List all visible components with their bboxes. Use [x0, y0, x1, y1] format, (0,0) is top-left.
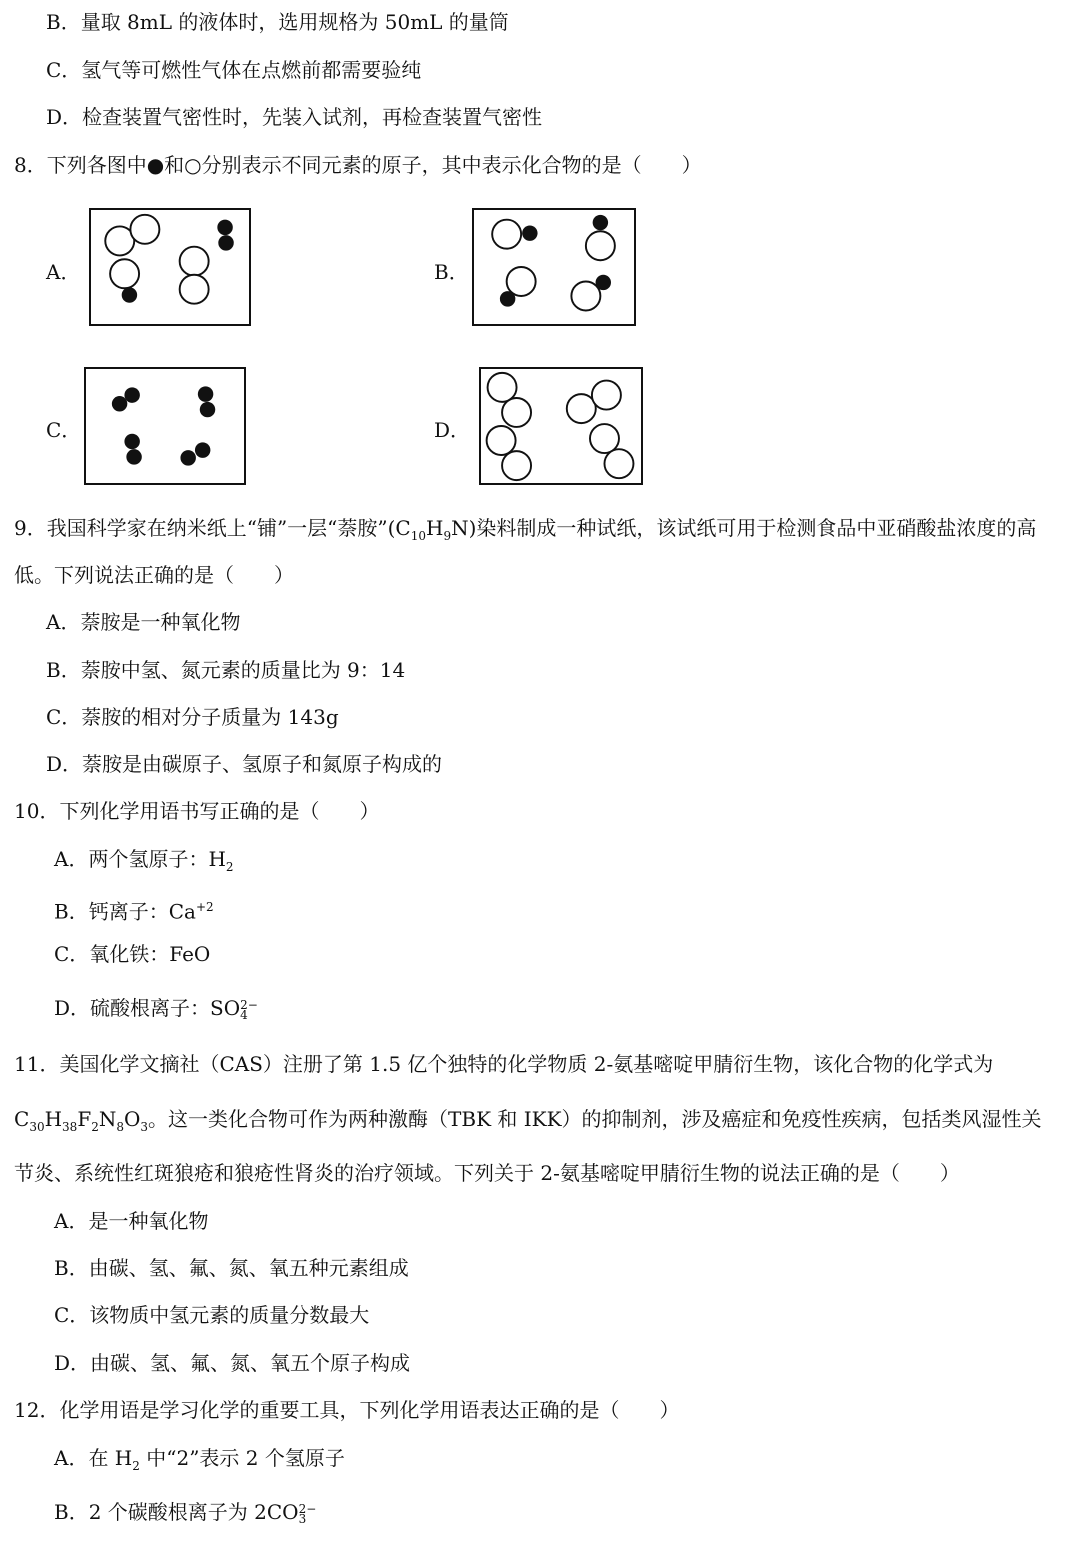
q11-stem-line1: 11．美国化学文摘社（CAS）注册了第 1.5 亿个独特的化学物质 2-氨基嘧啶甲腈衍生物，该化合物的化学式为 [14, 1052, 994, 1076]
q10-option-a [54, 845, 234, 881]
q12-stem: 12．化学用语是学习化学的重要工具，下列化学用语表达正确的是（ ） [14, 1398, 680, 1422]
q8-label-d: D． [434, 418, 471, 442]
q11-formula-h: H [44, 1107, 63, 1131]
q10-a-text: A．两个氢原子：H [54, 847, 226, 871]
q10-d-text: D．硫酸根离子：SO [54, 996, 241, 1020]
q8-figure-b-drawing [474, 210, 634, 324]
q10-option-c: C．氧化铁：FeO [54, 942, 211, 966]
q8-label-c: C． [46, 418, 82, 442]
q11-formula-c-sub: 30 [29, 1120, 45, 1134]
q8-figure-d [479, 367, 643, 485]
q8-label-b: B． [434, 260, 469, 284]
q12-option-a [54, 1444, 345, 1480]
q9-option-d: D．萘胺是由碳原子、氢原子和氮原子构成的 [46, 752, 443, 776]
q8-figure-c-drawing [86, 369, 244, 483]
q9-stem-b: H [426, 516, 444, 540]
q8-figure-a [89, 208, 251, 326]
q12-a-pre: A．在 H [54, 1446, 133, 1470]
q11-option-d: D．由碳、氢、氟、氮、氧五个原子构成 [54, 1351, 411, 1375]
q7-option-d: D．检查装置气密性时，先装入试剂，再检查装置气密性 [46, 105, 543, 129]
q10-b-sup: +2 [195, 900, 214, 914]
q11-formula-o: O [124, 1107, 141, 1131]
q9-stem-a: 9．我国科学家在纳米纸上“铺”一层“萘胺”(C [14, 516, 411, 540]
q11-formula-h-sub: 38 [62, 1120, 78, 1134]
q8-figure-d-drawing [481, 369, 641, 483]
q9-stem-line2: 低。下列说法正确的是（ ） [14, 563, 294, 587]
q8-label-a: A． [46, 260, 81, 284]
q11-option-a: A．是一种氧化物 [54, 1209, 209, 1233]
q9-stem-line1 [14, 514, 1036, 550]
q8-figure-b [472, 208, 636, 326]
q10-d-charge [240, 997, 258, 1022]
q9-option-b: B．萘胺中氢、氮元素的质量比为 9：14 [46, 658, 406, 682]
q8-stem: 8．下列各图中●和○分别表示不同元素的原子，其中表示化合物的是（ ） [14, 153, 702, 177]
q11-formula-n-sub: 8 [116, 1120, 124, 1134]
q12-b-pre: B．2 个碳酸根离子为 2CO [54, 1500, 299, 1524]
q10-d-sub: 4 [240, 1007, 248, 1022]
q11-stem-line2 [14, 1105, 1042, 1141]
q11-formula-f: F [77, 1107, 92, 1131]
q7-option-c: C．氢气等可燃性气体在点燃前都需要验纯 [46, 58, 422, 82]
q10-option-d [54, 994, 258, 1022]
q11-stem-line2-rest: 。这一类化合物可作为两种激酶（TBK 和 IKK）的抑制剂，涉及癌症和免疫性疾病，包括类风湿性关 [148, 1107, 1042, 1131]
q8-figure-a-drawing [91, 210, 249, 324]
q12-b-charge [298, 1501, 317, 1526]
q10-d-sup: 2− [240, 997, 258, 1012]
q11-option-b: B．由碳、氢、氟、氮、氧五种元素组成 [54, 1256, 409, 1280]
q12-b-sup: 2− [298, 1501, 317, 1516]
q11-option-c: C．该物质中氢元素的质量分数最大 [54, 1303, 370, 1327]
q7-option-b: B．量取 8mL 的液体时，选用规格为 50mL 的量筒 [46, 10, 509, 34]
q12-a-post: 中“2”表示 2 个氢原子 [139, 1446, 345, 1470]
q11-stem-line3: 节炎、系统性红斑狼疮和狼疮性肾炎的治疗领域。下列关于 2-氨基嘧啶甲腈衍生物的说法正确的是（ ） [14, 1161, 960, 1185]
q9-sub-h: 9 [443, 529, 452, 543]
q9-stem-c: N)染料制成一种试纸，该试纸可用于检测食品中亚硝酸盐浓度的高 [451, 516, 1037, 540]
q11-formula-c: C [14, 1107, 30, 1131]
q10-option-b [54, 893, 214, 926]
q11-formula-f-sub: 2 [91, 1120, 99, 1134]
q11-formula-n: N [98, 1107, 117, 1131]
q10-stem: 10．下列化学用语书写正确的是（ ） [14, 799, 380, 823]
q8-figure-c [84, 367, 246, 485]
q10-a-sub: 2 [225, 860, 234, 874]
q11-formula-o-sub: 3 [140, 1120, 149, 1134]
q9-sub-c: 10 [410, 529, 427, 543]
q9-option-a: A．萘胺是一种氧化物 [46, 610, 241, 634]
q12-a-sub: 2 [132, 1459, 140, 1473]
q12-option-b [54, 1498, 316, 1526]
q12-b-sub: 3 [298, 1511, 307, 1526]
q10-b-text: B．钙离子：Ca [54, 899, 196, 924]
q9-option-c: C．萘胺的相对分子质量为 143g [46, 705, 339, 729]
